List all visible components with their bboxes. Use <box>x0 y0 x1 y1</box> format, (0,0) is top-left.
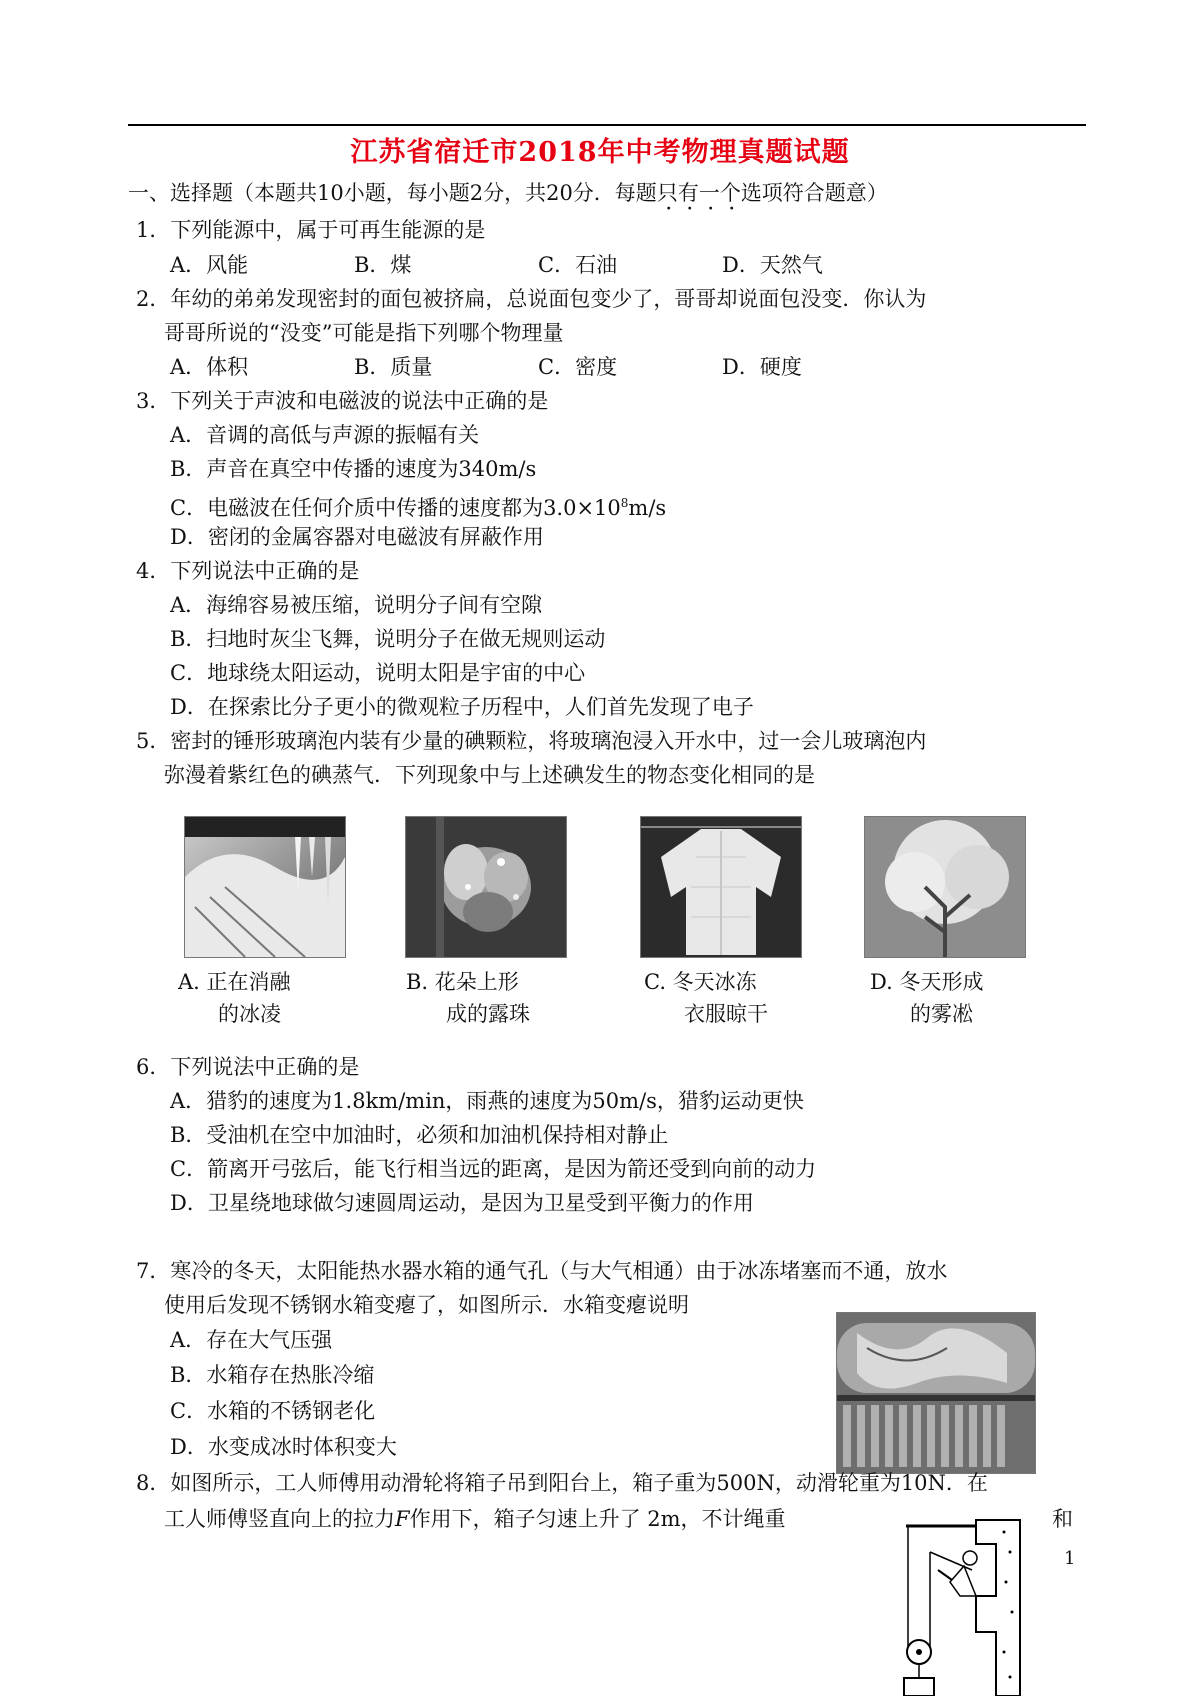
question-2-option-b[interactable]: B．质量 <box>354 355 433 379</box>
question-5-option-d[interactable]: D. 冬天形成 的雾凇 <box>870 970 984 1026</box>
question-1-option-a[interactable]: A．风能 <box>170 253 249 277</box>
question-1-option-c[interactable]: C．石油 <box>538 253 618 277</box>
question-2-option-c[interactable]: C．密度 <box>538 355 618 379</box>
question-3-option-b[interactable]: B．声音在真空中传播的速度为340m/s <box>170 457 537 481</box>
question-3-option-d[interactable]: D．密闭的金属容器对电磁波有屏蔽作用 <box>170 525 544 549</box>
question-8-stem-cont: 工人师傅竖直向上的拉力F作用下，箱子匀速上升了 2m，不计绳重 <box>164 1507 786 1531</box>
question-7-stem-cont: 使用后发现不锈钢水箱变瘪了，如图所示．水箱变瘪说明 <box>164 1293 689 1317</box>
page-title: 江苏省宿迁市2018年中考物理真题试题 <box>350 137 850 168</box>
question-4-option-a[interactable]: A．海绵容易被压缩，说明分子间有空隙 <box>170 593 543 617</box>
question-6-option-a[interactable]: A．猎豹的速度为1.8km/min，雨燕的速度为50m/s，猎豹运动更快 <box>170 1089 804 1113</box>
question-5-option-c[interactable]: C. 冬天冰冻 衣服晾干 <box>644 970 768 1026</box>
question-5-stem-cont: 弥漫着紫红色的碘蒸气．下列现象中与上述碘发生的物态变化相同的是 <box>164 763 815 787</box>
question-8-stem-end: 和 <box>1052 1507 1073 1531</box>
question-7-option-a[interactable]: A．存在大气压强 <box>170 1328 333 1352</box>
header-rule <box>128 124 1086 126</box>
question-7-option-c[interactable]: C．水箱的不锈钢老化 <box>170 1399 376 1423</box>
question-8-stem: 8．如图所示，工人师傅用动滑轮将箱子吊到阳台上，箱子重为500N，动滑轮重为10N．在 <box>136 1471 988 1495</box>
icicle-photo <box>184 816 346 958</box>
question-6-stem: 6．下列说法中正确的是 <box>136 1055 360 1079</box>
question-6-option-d[interactable]: D．卫星绕地球做匀速圆周运动，是因为卫星受到平衡力的作用 <box>170 1191 754 1215</box>
pulley-diagram <box>900 1512 1026 1696</box>
question-1-option-b[interactable]: B．煤 <box>354 253 412 277</box>
question-3-option-a[interactable]: A．音调的高低与声源的振幅有关 <box>170 423 480 447</box>
question-5-stem: 5．密封的锤形玻璃泡内装有少量的碘颗粒，将玻璃泡浸入开水中，过一会儿玻璃泡内 <box>136 729 927 753</box>
question-7-stem: 7．寒冷的冬天，太阳能热水器水箱的通气孔（与大气相通）由于冰冻堵塞而不通，放水 <box>136 1259 948 1283</box>
question-5-option-a[interactable]: A. 正在消融 的冰凌 <box>178 970 291 1026</box>
question-2-options <box>170 352 802 382</box>
question-6-option-b[interactable]: B．受油机在空中加油时，必须和加油机保持相对静止 <box>170 1123 669 1147</box>
question-4-option-c[interactable]: C．地球绕太阳运动，说明太阳是宇宙的中心 <box>170 661 586 685</box>
question-1-option-d[interactable]: D．天然气 <box>722 253 823 277</box>
question-1-stem: 1．下列能源中，属于可再生能源的是 <box>136 218 486 242</box>
question-7-option-d[interactable]: D．水变成冰时体积变大 <box>170 1435 397 1459</box>
question-3-stem: 3．下列关于声波和电磁波的说法中正确的是 <box>136 389 549 413</box>
question-5-option-b[interactable]: B. 花朵上形 成的露珠 <box>406 970 530 1026</box>
question-4-stem: 4．下列说法中正确的是 <box>136 559 360 583</box>
section-heading: 一、选择题（本题共10小题，每小题2分，共20分．每题只有一个选项符合题意） <box>128 181 888 205</box>
question-1-options <box>170 250 823 280</box>
question-3-option-c[interactable]: C．电磁波在任何介质中传播的速度都为$3.0\times 10^8m/s$ <box>170 496 667 520</box>
question-2-stem: 2．年幼的弟弟发现密封的面包被挤扁，总说面包变少了，哥哥却说面包没变．你认为 <box>136 287 927 311</box>
question-2-option-d[interactable]: D．硬度 <box>722 355 802 379</box>
question-4-option-d[interactable]: D．在探索比分子更小的微观粒子历程中，人们首先发现了电子 <box>170 695 754 719</box>
question-6-option-c[interactable]: C．箭离开弓弦后，能飞行相当远的距离，是因为箭还受到向前的动力 <box>170 1157 817 1181</box>
frozen-clothes-photo <box>640 816 802 958</box>
water-tank-photo <box>836 1312 1036 1474</box>
question-4-option-b[interactable]: B．扫地时灰尘飞舞，说明分子在做无规则运动 <box>170 627 606 651</box>
question-2-stem-cont: 哥哥所说的“没变”可能是指下列哪个物理量 <box>164 321 564 345</box>
question-2-option-a[interactable]: A．体积 <box>170 355 249 379</box>
question-7-option-b[interactable]: B．水箱存在热胀冷缩 <box>170 1363 375 1387</box>
rime-tree-photo <box>864 816 1026 958</box>
page-number: 1 <box>1064 1548 1076 1569</box>
dew-flower-photo <box>405 816 567 958</box>
